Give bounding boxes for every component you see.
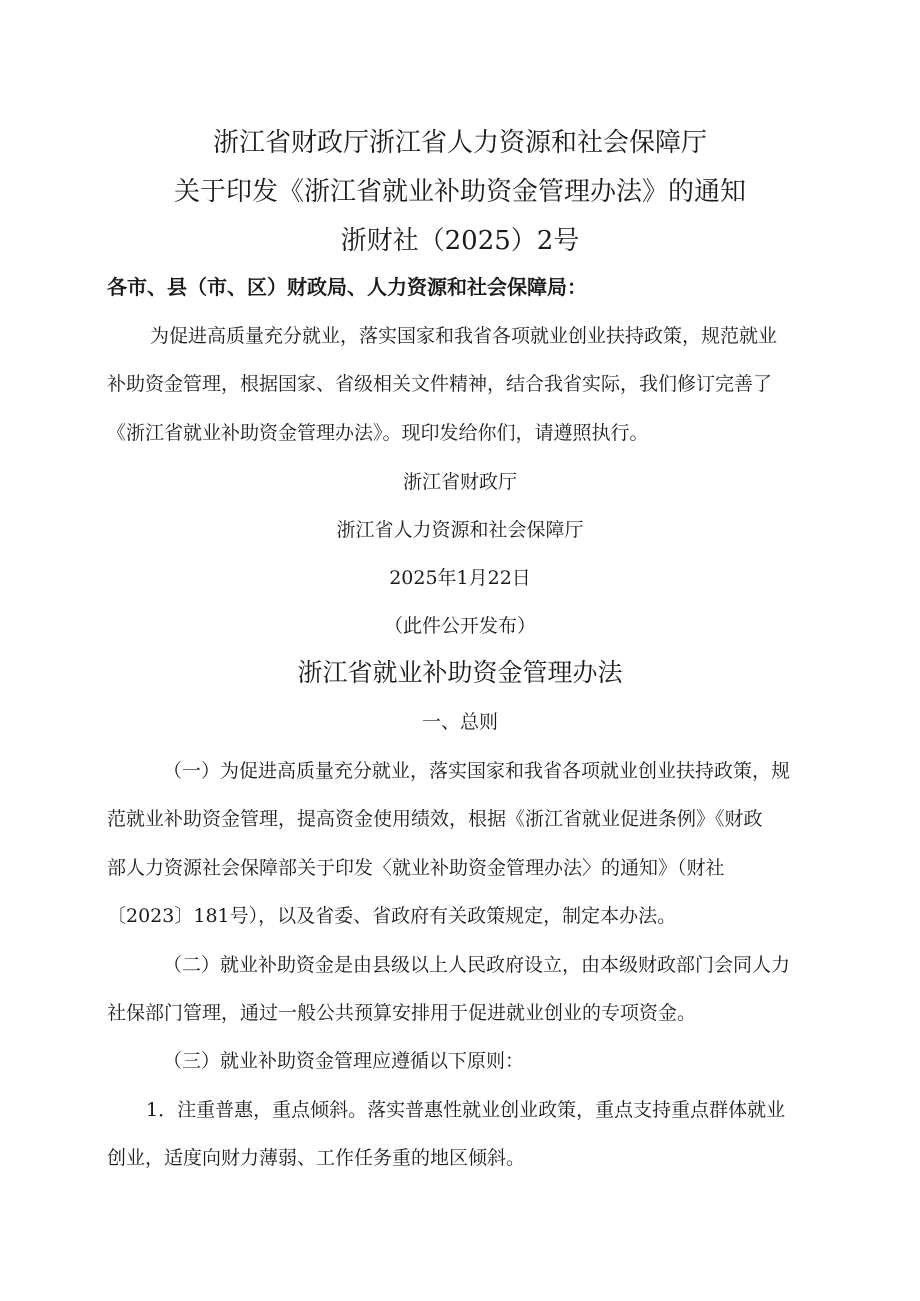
item-1-line-1: （一）为促进高质量充分就业，落实国家和我省各项就业创业扶持政策，规 <box>163 760 791 782</box>
title-line-2: 关于印发《浙江省就业补助资金管理办法》的通知 <box>173 177 746 207</box>
signature-org-2: 浙江省人力资源和社会保障厅 <box>336 519 584 541</box>
publication-note: （此件公开发布） <box>383 615 536 637</box>
principle-1-line-1: 1．注重普惠，重点倾斜。落实普惠性就业创业政策，重点支持重点群体就业 <box>146 1099 786 1121</box>
measures-title: 浙江省就业补助资金管理办法 <box>297 658 623 687</box>
intro-line-1: 为促进高质量充分就业，落实国家和我省各项就业创业扶持政策，规范就业 <box>150 325 778 347</box>
item-1-line-2: 范就业补助资金管理，提高资金使用绩效，根据《浙江省就业促进条例》《财政 <box>107 808 763 830</box>
document-number: 浙财社（2025）2号 <box>340 226 580 256</box>
item-2-line-1: （二）就业补助资金是由县级以上人民政府设立，由本级财政部门会同人力 <box>163 954 791 976</box>
item-1-line-3: 部人力资源社会保障部关于印发〈就业补助资金管理办法〉的通知》（财社 <box>107 857 725 879</box>
signature-org-1: 浙江省财政厅 <box>402 471 517 493</box>
intro-line-3: 《浙江省就业补助资金管理办法》。现印发给你们，请遵照执行。 <box>107 422 649 444</box>
signature-date: 2025年1月22日 <box>389 567 531 589</box>
item-3: （三）就业补助资金管理应遵循以下原则： <box>163 1050 525 1072</box>
intro-line-2: 补助资金管理，根据国家、省级相关文件精神，结合我省实际，我们修订完善了 <box>107 373 773 395</box>
item-2-line-2: 社保部门管理，通过一般公共预算安排用于促进就业创业的专项资金。 <box>107 1002 697 1024</box>
principle-1-line-2: 创业，适度向财力薄弱、工作任务重的地区倾斜。 <box>107 1147 526 1169</box>
addressee: 各市、县（市、区）财政局、人力资源和社会保障局： <box>107 275 587 299</box>
section-heading-general: 一、总则 <box>421 711 498 733</box>
title-line-1: 浙江省财政厅浙江省人力资源和社会保障厅 <box>212 128 707 158</box>
item-1-line-4: 〔2023〕181号），以及省委、省政府有关政策规定，制定本办法。 <box>107 905 677 927</box>
